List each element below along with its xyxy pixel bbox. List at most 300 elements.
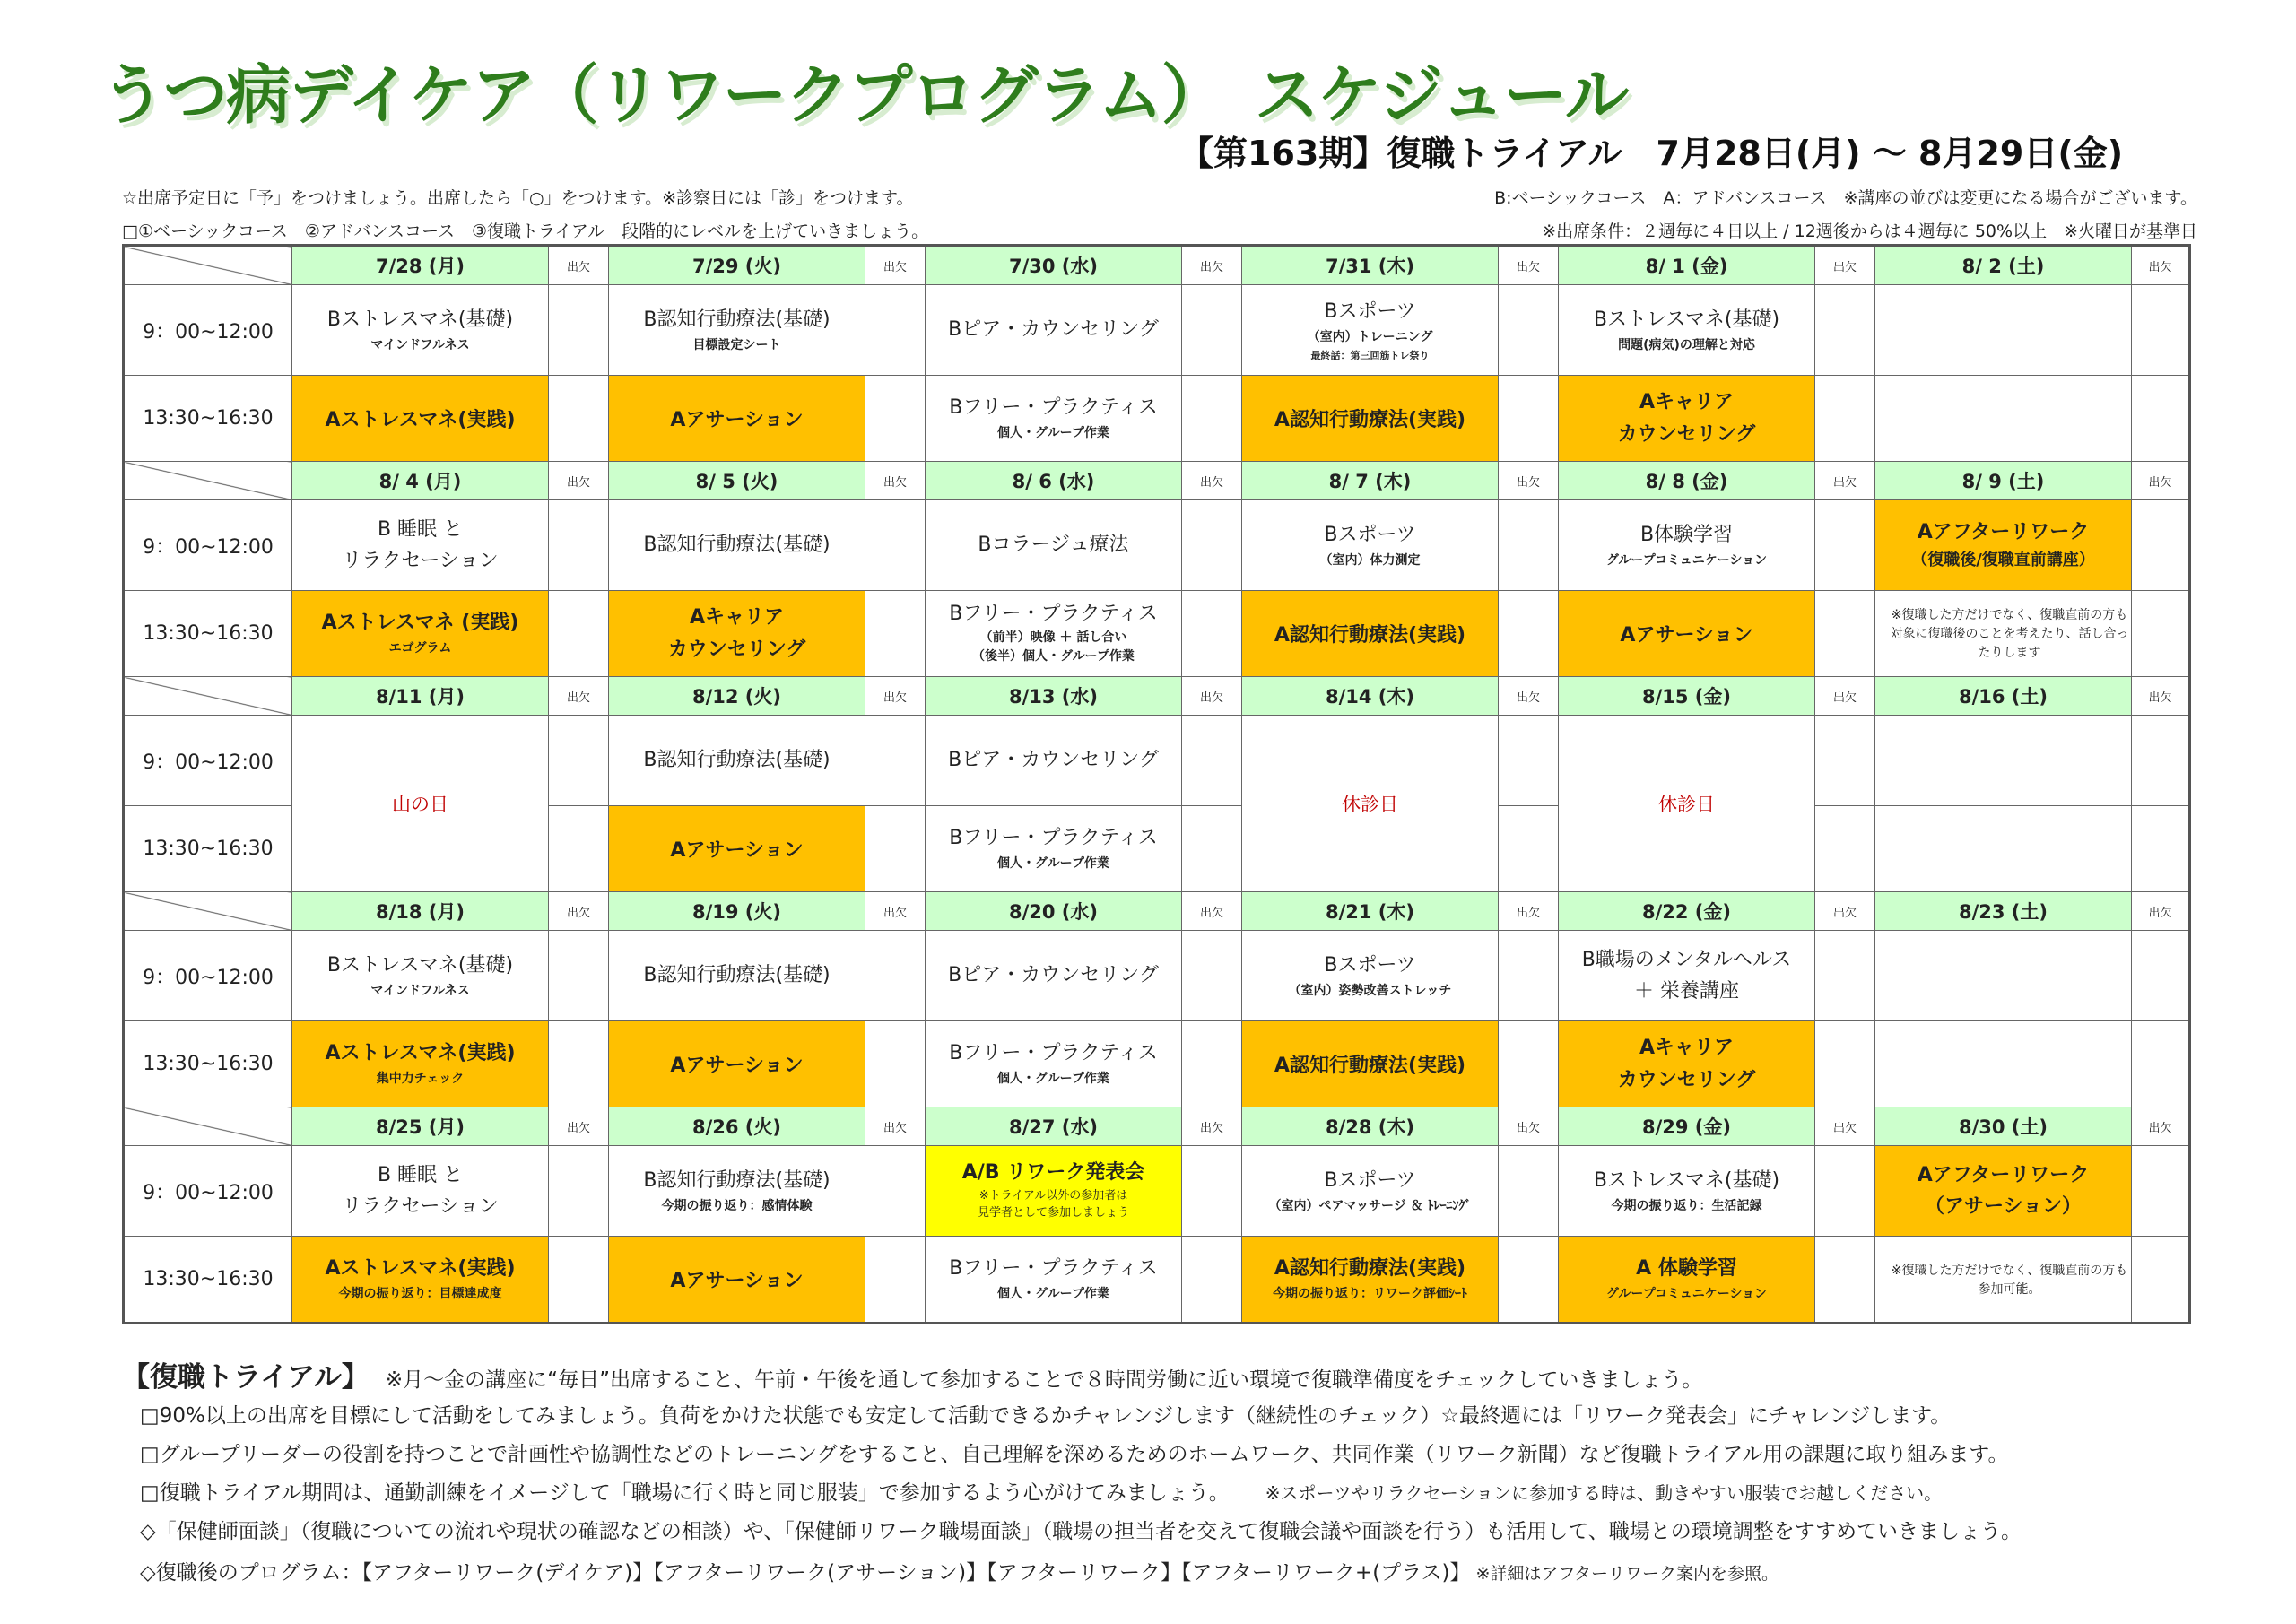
attendance-cell[interactable]: 出欠 — [1182, 246, 1242, 285]
time-slot-pm: 13:30~16:30 — [124, 1021, 292, 1107]
session-text: グループコミュニケーション — [1605, 1287, 1768, 1302]
attendance-cell[interactable]: 出欠 — [1815, 677, 1875, 716]
session-cell-advanced: Aアサーション — [609, 376, 865, 462]
attendance-box[interactable] — [1182, 806, 1242, 892]
attendance-cell[interactable]: 出欠 — [1182, 1107, 1242, 1146]
attendance-cell[interactable]: 出欠 — [865, 892, 926, 931]
trial-point-4: ◇「保健師面談」（復職についての流れや現状の確認などの相談）や、「保健師リワーク職場面談」（職場の担当者を交えて復職会議や面談を行う）も活用して、職場との環境調整をすすめていきましょう。 — [140, 1520, 2022, 1543]
attendance-box[interactable] — [1815, 806, 1875, 892]
session-cell-empty — [1875, 931, 2132, 1021]
session-cell-advanced — [609, 591, 865, 677]
session-text: （室内）姿勢改善ストレッチ — [1288, 983, 1452, 998]
attendance-box[interactable] — [1182, 285, 1242, 376]
session-text: Aキャリア — [1639, 391, 1735, 414]
attendance-box[interactable] — [2132, 716, 2190, 806]
attendance-box[interactable] — [1815, 1237, 1875, 1324]
session-cell — [926, 1021, 1182, 1107]
session-text: Aストレスマネ(実践) — [325, 1042, 516, 1064]
attendance-cell[interactable]: 出欠 — [1499, 246, 1559, 285]
session-text: Aストレスマネ (実践) — [321, 612, 519, 634]
attendance-box[interactable] — [1815, 285, 1875, 376]
session-text: 休診日 — [1342, 794, 1398, 815]
session-text: Bピア・カウンセリング — [948, 318, 1159, 342]
attendance-cell[interactable]: 出欠 — [865, 1107, 926, 1146]
session-cell-advanced: A認知行動療法(実践) — [1242, 376, 1499, 462]
attendance-box[interactable] — [2132, 1237, 2190, 1324]
session-cell — [1242, 285, 1499, 376]
session-text: Bフリー・プラクティス — [949, 1257, 1158, 1280]
trial-heading: 【復職トライアル】 — [122, 1361, 370, 1394]
attendance-box[interactable] — [549, 1146, 609, 1237]
header-corner — [124, 246, 292, 285]
attendance-box[interactable] — [865, 931, 926, 1021]
attendance-box[interactable] — [1182, 1146, 1242, 1237]
attendance-box[interactable] — [1499, 1237, 1559, 1324]
session-text: B認知行動療法(基礎) — [643, 1168, 831, 1192]
attendance-cell[interactable]: 出欠 — [2132, 246, 2190, 285]
session-cell-advanced: Aアサーション — [609, 806, 865, 892]
attendance-box[interactable] — [549, 1237, 609, 1324]
session-cell-empty — [1875, 1021, 2132, 1107]
attendance-box[interactable] — [1815, 1021, 1875, 1107]
attendance-box[interactable] — [549, 1021, 609, 1107]
day-header: 8/11 (月) — [292, 677, 549, 716]
day-header: 8/26 (火) — [609, 1107, 865, 1146]
session-cell — [292, 500, 549, 591]
time-slot-am: 9：00~12:00 — [124, 716, 292, 806]
schedule-table — [122, 244, 2191, 1324]
week-4-header — [124, 892, 2190, 931]
session-text: 今期の振り返り：感情体験 — [661, 1198, 813, 1213]
session-cell — [926, 500, 1182, 591]
week-3-header — [124, 677, 2190, 716]
week-2-am — [124, 500, 2190, 591]
day-header: 8/21 (木) — [1242, 892, 1499, 931]
session-text: 目標設定シート — [692, 337, 781, 352]
attendance-box[interactable] — [549, 806, 609, 892]
session-cell — [609, 285, 865, 376]
attendance-box[interactable] — [549, 376, 609, 462]
session-note — [1875, 591, 2132, 677]
trial-heading-line — [122, 1354, 1702, 1394]
after-rework-note: ※詳細はアフターリワーク案内を参照。 — [1475, 1564, 1779, 1584]
session-cell — [926, 716, 1182, 806]
session-text: 個人・グループ作業 — [997, 856, 1109, 872]
session-text: カウンセリング — [1617, 1068, 1756, 1091]
attendance-box[interactable] — [865, 1237, 926, 1324]
attendance-cell[interactable]: 出欠 — [1815, 246, 1875, 285]
header-corner — [124, 892, 292, 931]
attendance-box[interactable] — [2132, 500, 2190, 591]
session-cell-advanced — [1242, 1237, 1499, 1324]
page-title: うつ病デイケア（リワークプログラム） スケジュール — [100, 57, 1628, 133]
attendance-box[interactable] — [1499, 285, 1559, 376]
attendance-cell[interactable]: 出欠 — [549, 1107, 609, 1146]
session-cell-advanced — [292, 1237, 549, 1324]
session-text: （室内）トレーニング — [1307, 330, 1433, 345]
session-text: （室内）ペアマッサージ ＆ ﾄﾚｰﾆﾝｸﾞ — [1268, 1198, 1472, 1213]
session-text: Bストレスマネ(基礎) — [1593, 308, 1780, 331]
attendance-box[interactable] — [1182, 500, 1242, 591]
day-header: 8/ 4 (月) — [292, 462, 549, 500]
session-text: B認知行動療法(基礎) — [643, 749, 831, 772]
day-header: 8/ 1 (金) — [1559, 246, 1815, 285]
attendance-cell[interactable]: 出欠 — [549, 246, 609, 285]
session-text: Bスポーツ — [1324, 523, 1416, 546]
session-cell — [1242, 1146, 1499, 1237]
session-cell — [926, 591, 1182, 677]
attendance-cell[interactable]: 出欠 — [549, 677, 609, 716]
session-text: Bピア・カウンセリング — [948, 749, 1159, 772]
attendance-box[interactable] — [865, 500, 926, 591]
session-cell-empty — [1875, 285, 2132, 376]
attendance-box[interactable] — [1182, 591, 1242, 677]
attendance-box[interactable] — [1182, 1237, 1242, 1324]
attendance-box[interactable] — [1815, 931, 1875, 1021]
day-header: 8/22 (金) — [1559, 892, 1815, 931]
session-cell-advanced — [1559, 376, 1815, 462]
attendance-box[interactable] — [2132, 1021, 2190, 1107]
session-text: ※トライアル以外の参加者は — [978, 1188, 1128, 1203]
time-slot-am: 9：00~12:00 — [124, 285, 292, 376]
attendance-cell[interactable]: 出欠 — [549, 892, 609, 931]
session-text: A/B リワーク発表会 — [961, 1161, 1145, 1185]
session-cell — [292, 931, 549, 1021]
session-cell-advanced: Aアサーション — [1559, 591, 1815, 677]
day-header: 7/31 (木) — [1242, 246, 1499, 285]
attendance-box[interactable] — [865, 806, 926, 892]
attendance-box[interactable] — [1499, 591, 1559, 677]
holiday-cell — [1559, 716, 1815, 892]
note-course-levels: □①ベーシックコース ②アドバンスコース ③復職トライアル 段階的にレベルを上げていきましょう。 — [122, 221, 929, 241]
attendance-cell[interactable]: 出欠 — [1499, 1107, 1559, 1146]
session-text: A認知行動療法(実践) — [1274, 1257, 1466, 1280]
header-corner — [124, 462, 292, 500]
trial-point-1: □90%以上の出席を目標にして活動をしてみましょう。負荷をかけた状態でも安定して活動できるかチャレンジします（継続性のチェック）☆最終週には「リワーク発表会」にチャレンジします。 — [140, 1404, 1952, 1428]
trial-point-3-note: ※スポーツやリラクセーションに参加する時は、動きやすい服装でお越しください。 — [1265, 1482, 1943, 1504]
session-text: Bスポーツ — [1324, 1168, 1416, 1192]
session-text: Aキャリア — [1639, 1037, 1735, 1060]
session-cell-advanced: Aアサーション — [609, 1237, 865, 1324]
day-header: 8/25 (月) — [292, 1107, 549, 1146]
week-3-am — [124, 716, 2190, 806]
session-text: マインドフルネス — [370, 983, 470, 998]
attendance-cell[interactable]: 出欠 — [549, 462, 609, 500]
attendance-box[interactable] — [549, 716, 609, 806]
attendance-box[interactable] — [865, 376, 926, 462]
day-header: 8/28 (木) — [1242, 1107, 1499, 1146]
attendance-cell[interactable]: 出欠 — [1182, 462, 1242, 500]
attendance-box[interactable] — [2132, 931, 2190, 1021]
day-header: 8/18 (月) — [292, 892, 549, 931]
session-cell-advanced — [1875, 500, 2132, 591]
session-cell-advanced: Aストレスマネ(実践) — [292, 376, 549, 462]
attendance-box[interactable] — [1499, 806, 1559, 892]
attendance-box[interactable] — [2132, 285, 2190, 376]
session-cell-empty — [1875, 376, 2132, 462]
week-5-pm — [124, 1237, 2190, 1324]
session-text: （アサーション） — [1924, 1195, 2083, 1218]
day-header: 8/15 (金) — [1559, 677, 1815, 716]
session-text: Aキャリア — [689, 606, 785, 630]
time-slot-pm: 13:30~16:30 — [124, 806, 292, 892]
session-cell — [1242, 931, 1499, 1021]
session-text: グループコミュニケーション — [1605, 552, 1768, 568]
holiday-cell — [292, 716, 549, 892]
session-text: マインドフルネス — [370, 337, 470, 352]
session-cell-empty — [1875, 716, 2132, 806]
attendance-box[interactable] — [2132, 1146, 2190, 1237]
session-text: 個人・グループ作業 — [997, 426, 1109, 441]
attendance-box[interactable] — [865, 285, 926, 376]
week-4-pm — [124, 1021, 2190, 1107]
session-cell — [609, 500, 865, 591]
time-slot-pm: 13:30~16:30 — [124, 376, 292, 462]
attendance-box[interactable] — [1815, 716, 1875, 806]
session-cell — [292, 1146, 549, 1237]
session-cell-presentation — [926, 1146, 1182, 1237]
session-text: B 睡眠 と — [377, 1163, 464, 1186]
header-corner — [124, 1107, 292, 1146]
session-text: リラクセーション — [342, 1195, 499, 1218]
attendance-cell[interactable]: 出欠 — [865, 462, 926, 500]
day-header: 8/30 (土) — [1875, 1107, 2132, 1146]
day-header: 8/ 8 (金) — [1559, 462, 1815, 500]
attendance-box[interactable] — [2132, 376, 2190, 462]
session-text: 最終話：第三回筋トレ祭り — [1310, 350, 1430, 362]
attendance-box[interactable] — [865, 716, 926, 806]
attendance-cell[interactable]: 出欠 — [1815, 462, 1875, 500]
time-slot-am: 9：00~12:00 — [124, 931, 292, 1021]
session-text: リラクセーション — [342, 550, 499, 572]
session-text: （前半）映像 ＋ 話し合い — [979, 630, 1127, 645]
session-text: Aストレスマネ(実践) — [325, 1257, 516, 1280]
day-header: 8/12 (火) — [609, 677, 865, 716]
trial-point-3 — [140, 1476, 1942, 1506]
session-cell-advanced — [1559, 1021, 1815, 1107]
attendance-box[interactable] — [549, 500, 609, 591]
session-text: Bフリー・プラクティス — [949, 603, 1158, 626]
attendance-box[interactable] — [865, 1021, 926, 1107]
attendance-box[interactable] — [1815, 500, 1875, 591]
session-cell — [926, 285, 1182, 376]
session-cell — [926, 376, 1182, 462]
session-cell-advanced: A認知行動療法(実践) — [1242, 1021, 1499, 1107]
day-header: 8/23 (土) — [1875, 892, 2132, 931]
session-text: Aアフターリワーク — [1917, 1163, 2090, 1186]
session-text: 問題(病気)の理解と対応 — [1618, 337, 1755, 352]
session-cell — [1559, 500, 1815, 591]
trial-intro: ※月～金の講座に“毎日”出席すること、午前・午後を通して参加することで８時間労働に近い環境で復職準備度をチェックしていきましょう。 — [385, 1368, 1703, 1392]
day-header: 8/27 (水) — [926, 1107, 1182, 1146]
attendance-cell[interactable]: 出欠 — [1182, 677, 1242, 716]
session-note — [1875, 1237, 2132, 1324]
session-text: 今期の振り返り：リワーク評価ｼｰﾄ — [1273, 1287, 1467, 1302]
holiday-cell — [1242, 716, 1499, 892]
attendance-box[interactable] — [1499, 1146, 1559, 1237]
session-text: B 睡眠 と — [377, 517, 464, 541]
day-header: 8/ 2 (土) — [1875, 246, 2132, 285]
attendance-box[interactable] — [1499, 931, 1559, 1021]
session-cell-empty — [1875, 806, 2132, 892]
attendance-box[interactable] — [1499, 376, 1559, 462]
week-1-header — [124, 246, 2190, 285]
attendance-box[interactable] — [2132, 806, 2190, 892]
session-text: A 体験学習 — [1636, 1257, 1737, 1280]
week-4-am — [124, 931, 2190, 1021]
session-cell — [926, 931, 1182, 1021]
day-header: 7/30 (水) — [926, 246, 1182, 285]
session-cell — [1242, 500, 1499, 591]
session-text: Bフリー・プラクティス — [949, 827, 1158, 849]
session-cell — [1559, 1146, 1815, 1237]
session-text: （後半）個人・グループ作業 — [972, 648, 1135, 664]
session-text: 休診日 — [1658, 794, 1715, 815]
note-attendance-conditions: ※出席条件：２週毎に４日以上 / 12週後からは４週毎に 50%以上 ※火曜日が基準日 — [1542, 221, 2197, 241]
attendance-box[interactable] — [549, 591, 609, 677]
session-text: ＋ 栄養講座 — [1634, 980, 1739, 1003]
attendance-box[interactable] — [1815, 1146, 1875, 1237]
day-header: 8/14 (木) — [1242, 677, 1499, 716]
session-text: （復職後/復職直前講座） — [1911, 551, 2095, 570]
attendance-box[interactable] — [1499, 716, 1559, 806]
attendance-box[interactable] — [1182, 1021, 1242, 1107]
session-text: B認知行動療法(基礎) — [643, 964, 831, 987]
attendance-cell[interactable]: 出欠 — [865, 246, 926, 285]
session-text: B職場のメンタルヘルス — [1581, 948, 1792, 971]
session-text: Aアフターリワーク — [1917, 521, 2090, 543]
session-text: ※復職した方だけでなく、復職直前の方も参加可能。 — [1891, 1263, 2128, 1297]
attendance-box[interactable] — [1499, 500, 1559, 591]
attendance-cell[interactable]: 出欠 — [1182, 892, 1242, 931]
attendance-box[interactable] — [1182, 716, 1242, 806]
time-slot-am: 9：00~12:00 — [124, 1146, 292, 1237]
attendance-cell[interactable]: 出欠 — [2132, 677, 2190, 716]
session-text: B認知行動療法(基礎) — [643, 308, 831, 331]
session-text: カウンセリング — [1617, 422, 1756, 446]
time-slot-pm: 13:30~16:30 — [124, 591, 292, 677]
session-text: 見学者として参加しましょう — [977, 1206, 1129, 1220]
attendance-cell[interactable]: 出欠 — [2132, 1107, 2190, 1146]
session-text: （室内）体力測定 — [1319, 552, 1421, 568]
attendance-cell[interactable]: 出欠 — [1499, 892, 1559, 931]
session-text: エゴグラム — [388, 641, 452, 656]
session-text: 個人・グループ作業 — [997, 1287, 1109, 1302]
trial-point-3-text: □復職トライアル期間は、通勤訓練をイメージして「職場に行く時と同じ服装」で参加するよう心がけてみましょう。 — [140, 1481, 1230, 1505]
attendance-box[interactable] — [1499, 1021, 1559, 1107]
session-text: B認知行動療法(基礎) — [643, 534, 831, 557]
day-header: 8/ 5 (火) — [609, 462, 865, 500]
session-cell — [1559, 931, 1815, 1021]
week-2-header — [124, 462, 2190, 500]
session-text: Bスポーツ — [1324, 953, 1416, 977]
attendance-box[interactable] — [2132, 591, 2190, 677]
time-slot-am: 9：00~12:00 — [124, 500, 292, 591]
header-corner — [124, 677, 292, 716]
week-1-am — [124, 285, 2190, 376]
session-cell-advanced — [1559, 1237, 1815, 1324]
session-cell-advanced — [292, 591, 549, 677]
day-header: 8/ 9 (土) — [1875, 462, 2132, 500]
after-rework-list: ◇復職後のプログラム：【アフターリワーク(デイケア)】【アフターリワーク(アサーション)】【アフターリワーク】【アフターリワーク+(プラス)】 — [140, 1561, 1471, 1585]
time-slot-pm: 13:30~16:30 — [124, 1237, 292, 1324]
attendance-box[interactable] — [1182, 376, 1242, 462]
session-text: 今期の振り返り：目標達成度 — [338, 1287, 502, 1302]
note-course-legend: B:ベーシックコース A：アドバンスコース ※講座の並びは変更になる場合がございます。 — [1494, 188, 2197, 208]
session-text: ※復職した方だけでなく、復職直前の方も対象に復職後のことを考えたり、話し合ったりします — [1890, 608, 2129, 660]
session-text: Bコラージュ療法 — [978, 534, 1129, 557]
session-cell — [926, 806, 1182, 892]
session-cell — [292, 285, 549, 376]
trial-point-2: □グループリーダーの役割を持つことで計画性や協調性などのトレーニングをすること、自己理解を深めるためのホームワーク、共同作業（リワーク新聞）など復職トライアル用の課題に取り組みます。 — [140, 1443, 2009, 1466]
session-cell-advanced — [1875, 1146, 2132, 1237]
day-header: 8/16 (土) — [1875, 677, 2132, 716]
attendance-box[interactable] — [1182, 931, 1242, 1021]
session-cell-advanced — [292, 1021, 549, 1107]
day-header: 8/29 (金) — [1559, 1107, 1815, 1146]
session-text: Bピア・カウンセリング — [948, 964, 1159, 987]
attendance-box[interactable] — [865, 591, 926, 677]
session-cell — [609, 716, 865, 806]
period-heading: 【第163期】復職トライアル 7月28日(月) 〜 8月29日(金) — [1179, 134, 2124, 173]
session-text: Bスポーツ — [1324, 300, 1416, 324]
week-5-am — [124, 1146, 2190, 1237]
attendance-cell[interactable]: 出欠 — [1815, 892, 1875, 931]
session-text: B体験学習 — [1639, 523, 1734, 546]
day-header: 8/13 (水) — [926, 677, 1182, 716]
attendance-box[interactable] — [1815, 591, 1875, 677]
session-text: 山の日 — [392, 794, 448, 815]
session-text: Bストレスマネ(基礎) — [1593, 1168, 1780, 1192]
attendance-box[interactable] — [1815, 376, 1875, 462]
session-text: 個人・グループ作業 — [997, 1072, 1109, 1087]
day-header: 8/ 6 (水) — [926, 462, 1182, 500]
day-header: 8/ 7 (木) — [1242, 462, 1499, 500]
attendance-cell[interactable]: 出欠 — [1815, 1107, 1875, 1146]
session-cell — [1559, 285, 1815, 376]
attendance-cell[interactable]: 出欠 — [1499, 677, 1559, 716]
attendance-box[interactable] — [549, 931, 609, 1021]
week-1-pm — [124, 376, 2190, 462]
session-text: Bストレスマネ(基礎) — [326, 308, 514, 331]
day-header: 7/28 (月) — [292, 246, 549, 285]
session-text: Bフリー・プラクティス — [949, 396, 1158, 419]
attendance-box[interactable] — [865, 1146, 926, 1237]
session-text: 集中力チェック — [376, 1072, 465, 1087]
note-attendance-marks: ☆出席予定日に「予」をつけましょう。出席したら「○」をつけます。※診察日には「診」をつけます。 — [122, 188, 914, 208]
session-cell — [609, 1146, 865, 1237]
attendance-cell[interactable]: 出欠 — [2132, 892, 2190, 931]
attendance-box[interactable] — [549, 285, 609, 376]
session-text: 今期の振り返り：生活記録 — [1611, 1198, 1762, 1213]
session-text: カウンセリング — [667, 638, 806, 661]
session-cell — [926, 1237, 1182, 1324]
week-2-pm — [124, 591, 2190, 677]
session-text: Bフリー・プラクティス — [949, 1042, 1158, 1064]
attendance-cell[interactable]: 出欠 — [865, 677, 926, 716]
session-cell-advanced: Aアサーション — [609, 1021, 865, 1107]
session-cell — [609, 931, 865, 1021]
day-header: 7/29 (火) — [609, 246, 865, 285]
after-rework-programs — [140, 1556, 1779, 1585]
day-header: 8/19 (火) — [609, 892, 865, 931]
session-cell-advanced: A認知行動療法(実践) — [1242, 591, 1499, 677]
session-text: Bストレスマネ(基礎) — [326, 953, 514, 977]
week-5-header — [124, 1107, 2190, 1146]
day-header: 8/20 (水) — [926, 892, 1182, 931]
attendance-cell[interactable]: 出欠 — [2132, 462, 2190, 500]
attendance-cell[interactable]: 出欠 — [1499, 462, 1559, 500]
